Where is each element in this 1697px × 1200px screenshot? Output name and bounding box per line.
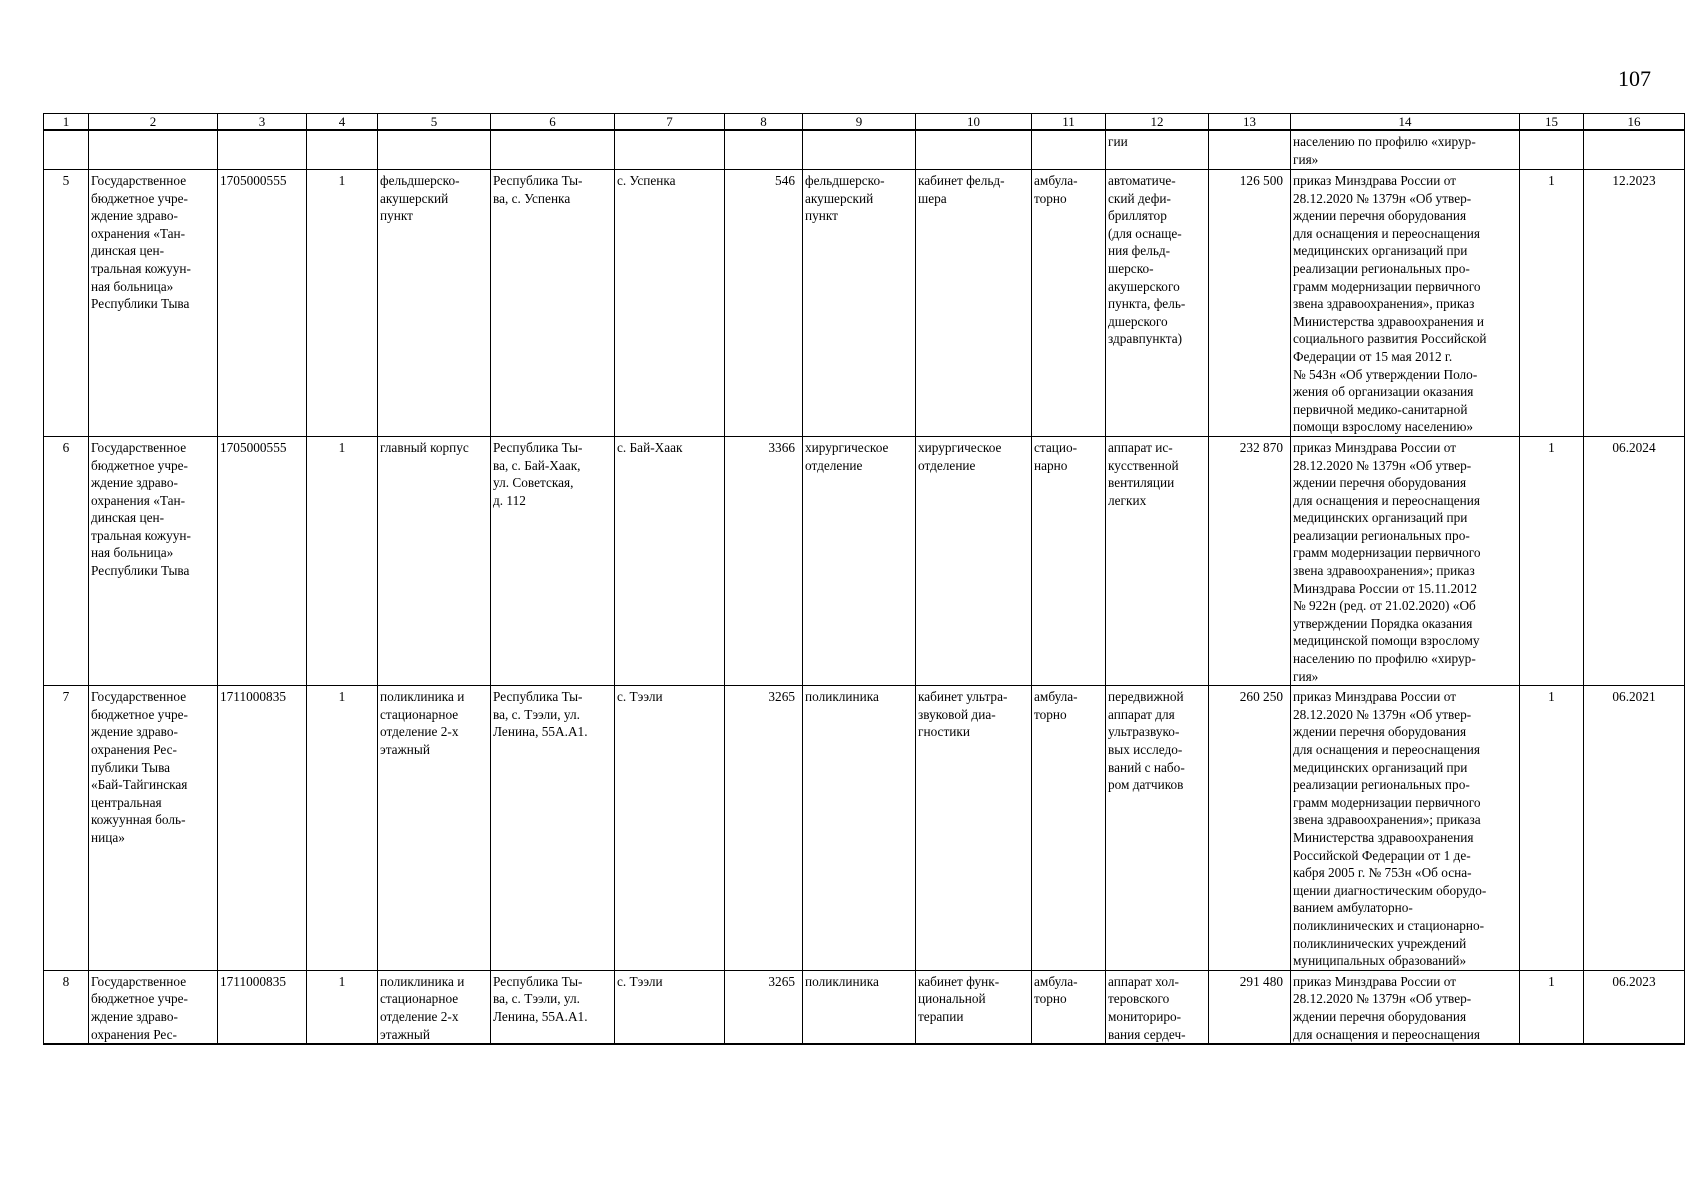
quantity-cell: 1 <box>1520 436 1584 685</box>
locality-cell: с. Бай-Хаак <box>615 436 725 685</box>
column-number: 4 <box>307 114 378 131</box>
division-cell: поликлиника <box>803 686 916 971</box>
empty-cell <box>1520 130 1584 170</box>
inn-cell: 1711000835 <box>218 686 307 971</box>
empty-cell <box>1584 130 1685 170</box>
room-cell: кабинет функ- циональной терапии <box>916 970 1032 1044</box>
basis-cell: населению по профилю «хирур- гия» <box>1291 130 1520 170</box>
equipment-cell: передвижной аппарат для ультразвуко- вых исследо- ваний с набо- ром датчиков <box>1106 686 1209 971</box>
date-cell: 06.2023 <box>1584 970 1685 1044</box>
equipment-cell: гии <box>1106 130 1209 170</box>
date-cell: 06.2021 <box>1584 686 1685 971</box>
date-cell: 12.2023 <box>1584 170 1685 437</box>
column-number: 14 <box>1291 114 1520 131</box>
price-cell: 232 870 <box>1209 436 1291 685</box>
division-cell: поликлиника <box>803 970 916 1044</box>
column-number: 13 <box>1209 114 1291 131</box>
empty-cell <box>803 130 916 170</box>
basis-cell: приказ Минздрава России от 28.12.2020 № 1379н «Об утвер- ждении перечня оборудования для оснащения и переоснащения медицинских организаций при реализации региональных про- грамм модернизации первичного звена здравоохранения»; приказ Минздрава России от 15.11.2012 № 922н (ред. от 21.02.2020) «Об утверждении Порядка оказания медицинской помощи взрослому населению по профилю «хирур- гия» <box>1291 436 1520 685</box>
empty-cell <box>44 130 89 170</box>
empty-cell <box>1209 130 1291 170</box>
column-number: 1 <box>44 114 89 131</box>
empty-cell <box>916 130 1032 170</box>
quantity-cell: 1 <box>1520 686 1584 971</box>
equipment-cell: аппарат хол- теровского мониториро- вания сердеч- <box>1106 970 1209 1044</box>
address-cell: Республика Ты- ва, с. Тээли, ул. Ленина, 55А.А1. <box>491 970 615 1044</box>
basis-cell: приказ Минздрава России от 28.12.2020 № 1379н «Об утвер- ждении перечня оборудования для оснащения и переоснащения медицинских организаций при реализации региональных про- грамм модернизации первичного звена здравоохранения»; приказа Министерства здравоохранения Российской Федерации от 1 де- кабря 2005 г. № 753н «Об осна- щении диагностическим оборудо- ванием амбулаторно- поликлинических и стационарно- поликлинических учреждений муниципальных образований» <box>1291 686 1520 971</box>
column-number: 2 <box>89 114 218 131</box>
address-cell: Республика Ты- ва, с. Успенка <box>491 170 615 437</box>
column-number: 8 <box>725 114 803 131</box>
building-cell: фельдшерско- акушерский пункт <box>378 170 491 437</box>
empty-cell <box>1032 130 1106 170</box>
column-number: 5 <box>378 114 491 131</box>
object-count-cell: 1 <box>307 170 378 437</box>
table-row <box>44 970 1685 1044</box>
mode-cell: амбула- торно <box>1032 170 1106 437</box>
organization-cell: Государственное бюджетное учре- ждение здраво- охранения «Тан- динская цен- тральная кожуун- ная больница» Республики Тыва <box>89 170 218 437</box>
inn-cell: 1705000555 <box>218 170 307 437</box>
population-cell: 3366 <box>725 436 803 685</box>
empty-cell <box>491 130 615 170</box>
inn-cell: 1711000835 <box>218 970 307 1044</box>
room-cell: кабинет фельд- шера <box>916 170 1032 437</box>
table-row <box>44 686 1685 971</box>
price-cell: 126 500 <box>1209 170 1291 437</box>
locality-cell: с. Тээли <box>615 970 725 1044</box>
column-number: 15 <box>1520 114 1584 131</box>
building-cell: поликлиника и стационарное отделение 2-х этажный <box>378 970 491 1044</box>
population-cell: 546 <box>725 170 803 437</box>
division-cell: хирургическое отделение <box>803 436 916 685</box>
page-number: 107 <box>1618 66 1651 91</box>
mode-cell: стацио- нарно <box>1032 436 1106 685</box>
building-cell: поликлиника и стационарное отделение 2-х этажный <box>378 686 491 971</box>
empty-cell <box>378 130 491 170</box>
room-cell: хирургическое отделение <box>916 436 1032 685</box>
inn-cell: 1705000555 <box>218 436 307 685</box>
basis-cell: приказ Минздрава России от 28.12.2020 № 1379н «Об утвер- ждении перечня оборудования для оснащения и переоснащения медицинских организаций при реализации региональных про- грамм модернизации первичного звена здравоохранения», приказ Министерства здравоохранения и социального развития Российской Федерации от 15 мая 2012 г. № 543н «Об утверждении Поло- жения об организации оказания первичной медико-санитарной помощи взрослому населению» <box>1291 170 1520 437</box>
empty-cell <box>307 130 378 170</box>
column-number: 11 <box>1032 114 1106 131</box>
population-cell: 3265 <box>725 970 803 1044</box>
row-number-cell: 7 <box>44 686 89 971</box>
table-row <box>44 170 1685 437</box>
empty-cell <box>615 130 725 170</box>
object-count-cell: 1 <box>307 686 378 971</box>
column-number-row <box>44 114 1685 131</box>
column-number: 6 <box>491 114 615 131</box>
mode-cell: амбула- торно <box>1032 686 1106 971</box>
organization-cell: Государственное бюджетное учре- ждение здраво- охранения Рес- публики Тыва «Бай-Тайгинская центральная кожуунная боль- ница» <box>89 686 218 971</box>
column-number: 3 <box>218 114 307 131</box>
row-number-cell: 8 <box>44 970 89 1044</box>
address-cell: Республика Ты- ва, с. Тээли, ул. Ленина, 55А.А1. <box>491 686 615 971</box>
date-cell: 06.2024 <box>1584 436 1685 685</box>
address-cell: Республика Ты- ва, с. Бай-Хаак, ул. Советская, д. 112 <box>491 436 615 685</box>
row-number-cell: 5 <box>44 170 89 437</box>
equipment-table <box>43 113 1685 1045</box>
object-count-cell: 1 <box>307 436 378 685</box>
column-number: 7 <box>615 114 725 131</box>
locality-cell: с. Успенка <box>615 170 725 437</box>
population-cell: 3265 <box>725 686 803 971</box>
mode-cell: амбула- торно <box>1032 970 1106 1044</box>
quantity-cell: 1 <box>1520 970 1584 1044</box>
column-number: 9 <box>803 114 916 131</box>
continuation-row <box>44 130 1685 170</box>
basis-cell: приказ Минздрава России от 28.12.2020 № 1379н «Об утвер- ждении перечня оборудования для оснащения и переоснащения <box>1291 970 1520 1044</box>
column-number: 12 <box>1106 114 1209 131</box>
empty-cell <box>725 130 803 170</box>
division-cell: фельдшерско- акушерский пункт <box>803 170 916 437</box>
locality-cell: с. Тээли <box>615 686 725 971</box>
column-number: 16 <box>1584 114 1685 131</box>
table-row <box>44 436 1685 685</box>
equipment-cell: автоматиче- ский дефи- бриллятор (для оснаще- ния фельд- шерско- акушерского пункта, фель- дшерского здравпункта) <box>1106 170 1209 437</box>
room-cell: кабинет ультра- звуковой диа- гностики <box>916 686 1032 971</box>
empty-cell <box>89 130 218 170</box>
organization-cell: Государственное бюджетное учре- ждение здраво- охранения Рес- <box>89 970 218 1044</box>
object-count-cell: 1 <box>307 970 378 1044</box>
organization-cell: Государственное бюджетное учре- ждение здраво- охранения «Тан- динская цен- тральная кожуун- ная больница» Республики Тыва <box>89 436 218 685</box>
price-cell: 260 250 <box>1209 686 1291 971</box>
column-number: 10 <box>916 114 1032 131</box>
equipment-cell: аппарат ис- кусственной вентиляции легких <box>1106 436 1209 685</box>
price-cell: 291 480 <box>1209 970 1291 1044</box>
quantity-cell: 1 <box>1520 170 1584 437</box>
row-number-cell: 6 <box>44 436 89 685</box>
building-cell: главный корпус <box>378 436 491 685</box>
empty-cell <box>218 130 307 170</box>
